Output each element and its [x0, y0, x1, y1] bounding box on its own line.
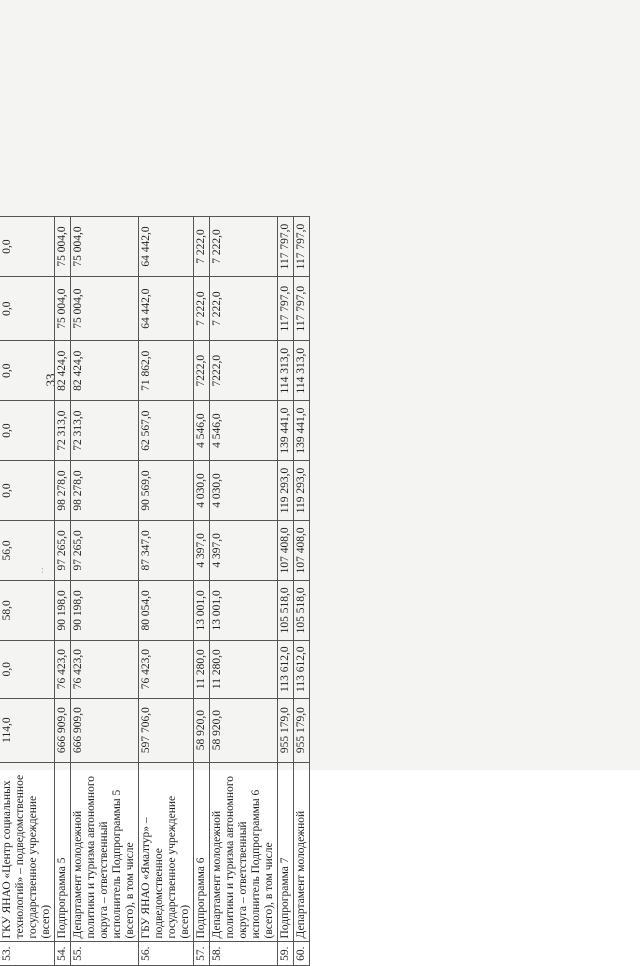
- table-row: [278, 217, 294, 966]
- table-row: [55, 217, 71, 966]
- scan-mark: ··: [37, 567, 49, 574]
- value-cell: 4 397,0: [210, 520, 278, 580]
- row-name-cell: Департамент молодежной политики и туризма автономного округа – ответственный исполнитель Подпрограммы 6 (всего), в том числе: [210, 762, 278, 942]
- table-row: [294, 217, 310, 966]
- value-cell: 87 347,0: [139, 520, 194, 580]
- value-cell: 90 198,0: [55, 580, 71, 640]
- value-cell: 4 546,0: [210, 401, 278, 461]
- row-name-cell: ГКУ ЯНАО «Центр социальных технологий» – подведомственное государственное учреждение (всего): [0, 762, 55, 942]
- rotated-table-wrapper: [0, 216, 379, 966]
- value-cell: 13 001,0: [210, 580, 278, 640]
- value-cell: 4 546,0: [194, 401, 210, 461]
- value-cell: 117 797,0: [294, 277, 310, 341]
- table-row: [210, 217, 278, 966]
- value-cell: 119 293,0: [278, 461, 294, 521]
- value-cell: 105 518,0: [294, 580, 310, 640]
- value-cell: 7 222,0: [194, 277, 210, 341]
- value-cell: 71 862,0: [139, 341, 194, 401]
- value-cell: 0,0: [0, 217, 55, 277]
- value-cell: 56,0: [0, 520, 55, 580]
- value-cell: 90 569,0: [139, 461, 194, 521]
- value-cell: 114 313,0: [278, 341, 294, 401]
- row-name-cell: Подпрограмма 5: [55, 762, 71, 942]
- value-cell: 666 909,0: [55, 698, 71, 762]
- row-number-cell: 59.: [278, 942, 294, 966]
- value-cell: 62 567,0: [139, 401, 194, 461]
- value-cell: 7222,0: [194, 341, 210, 401]
- row-number-cell: 55.: [71, 942, 139, 966]
- value-cell: 107 408,0: [294, 520, 310, 580]
- value-cell: 113 612,0: [278, 640, 294, 698]
- value-cell: 64 442,0: [139, 277, 194, 341]
- page-number: 33: [43, 373, 58, 387]
- value-cell: 7 222,0: [210, 217, 278, 277]
- value-cell: 82 424,0: [55, 341, 71, 401]
- value-cell: 4 397,0: [194, 520, 210, 580]
- value-cell: 4 030,0: [194, 461, 210, 521]
- value-cell: 75 004,0: [55, 217, 71, 277]
- value-cell: 666 909,0: [71, 698, 139, 762]
- value-cell: 64 442,0: [139, 217, 194, 277]
- row-name-cell: Департамент молодежной политики и туризма автономного округа – ответственный исполнитель Подпрограммы 5 (всего), в том числе: [71, 762, 139, 942]
- value-cell: 117 797,0: [294, 217, 310, 277]
- value-cell: 0,0: [0, 640, 55, 698]
- value-cell: 58,0: [0, 580, 55, 640]
- row-number-cell: 53.: [0, 942, 55, 966]
- row-number-cell: 58.: [210, 942, 278, 966]
- row-name-cell: Департамент молодежной: [294, 762, 310, 942]
- value-cell: 139 441,0: [278, 401, 294, 461]
- value-cell: 75 004,0: [71, 277, 139, 341]
- value-cell: 98 278,0: [55, 461, 71, 521]
- value-cell: 75 004,0: [55, 277, 71, 341]
- value-cell: 58 920,0: [210, 698, 278, 762]
- table-row: [194, 217, 210, 966]
- value-cell: 80 054,0: [139, 580, 194, 640]
- row-name-cell: ГБУ ЯНАО «Ямалтур» – подведомственное государственное учреждение (всего): [139, 762, 194, 942]
- value-cell: 139 441,0: [294, 401, 310, 461]
- value-cell: 117 797,0: [278, 277, 294, 341]
- value-cell: 0,0: [0, 341, 55, 401]
- value-cell: 97 265,0: [55, 520, 71, 580]
- value-cell: 72 313,0: [55, 401, 71, 461]
- value-cell: 105 518,0: [278, 580, 294, 640]
- row-number-cell: 60.: [294, 942, 310, 966]
- value-cell: 114 313,0: [294, 341, 310, 401]
- value-cell: 97 265,0: [71, 520, 139, 580]
- value-cell: 98 278,0: [71, 461, 139, 521]
- value-cell: 0,0: [0, 277, 55, 341]
- value-cell: 76 423,0: [71, 640, 139, 698]
- value-cell: 58 920,0: [194, 698, 210, 762]
- row-number-cell: 54.: [55, 942, 71, 966]
- value-cell: 113 612,0: [294, 640, 310, 698]
- value-cell: 107 408,0: [278, 520, 294, 580]
- row-name-cell: Подпрограмма 7: [278, 762, 294, 942]
- value-cell: 72 313,0: [71, 401, 139, 461]
- value-cell: 955 179,0: [294, 698, 310, 762]
- budget-table: [0, 216, 310, 966]
- row-name-cell: Подпрограмма 6: [194, 762, 210, 942]
- table-row: [0, 217, 55, 966]
- value-cell: 76 423,0: [55, 640, 71, 698]
- value-cell: 82 424,0: [71, 341, 139, 401]
- value-cell: 76 423,0: [139, 640, 194, 698]
- value-cell: 11 280,0: [194, 640, 210, 698]
- value-cell: 75 004,0: [71, 217, 139, 277]
- value-cell: 117 797,0: [278, 217, 294, 277]
- value-cell: 4 030,0: [210, 461, 278, 521]
- value-cell: 0,0: [0, 461, 55, 521]
- row-number-cell: 57.: [194, 942, 210, 966]
- value-cell: 7 222,0: [210, 277, 278, 341]
- value-cell: 7 222,0: [194, 217, 210, 277]
- value-cell: 11 280,0: [210, 640, 278, 698]
- value-cell: 114,0: [0, 698, 55, 762]
- value-cell: 119 293,0: [294, 461, 310, 521]
- table-row: [71, 217, 139, 966]
- value-cell: 955 179,0: [278, 698, 294, 762]
- value-cell: 7222,0: [210, 341, 278, 401]
- row-number-cell: 56.: [139, 942, 194, 966]
- table-row: [139, 217, 194, 966]
- value-cell: 0,0: [0, 401, 55, 461]
- value-cell: 597 706,0: [139, 698, 194, 762]
- value-cell: 13 001,0: [194, 580, 210, 640]
- value-cell: 90 198,0: [71, 580, 139, 640]
